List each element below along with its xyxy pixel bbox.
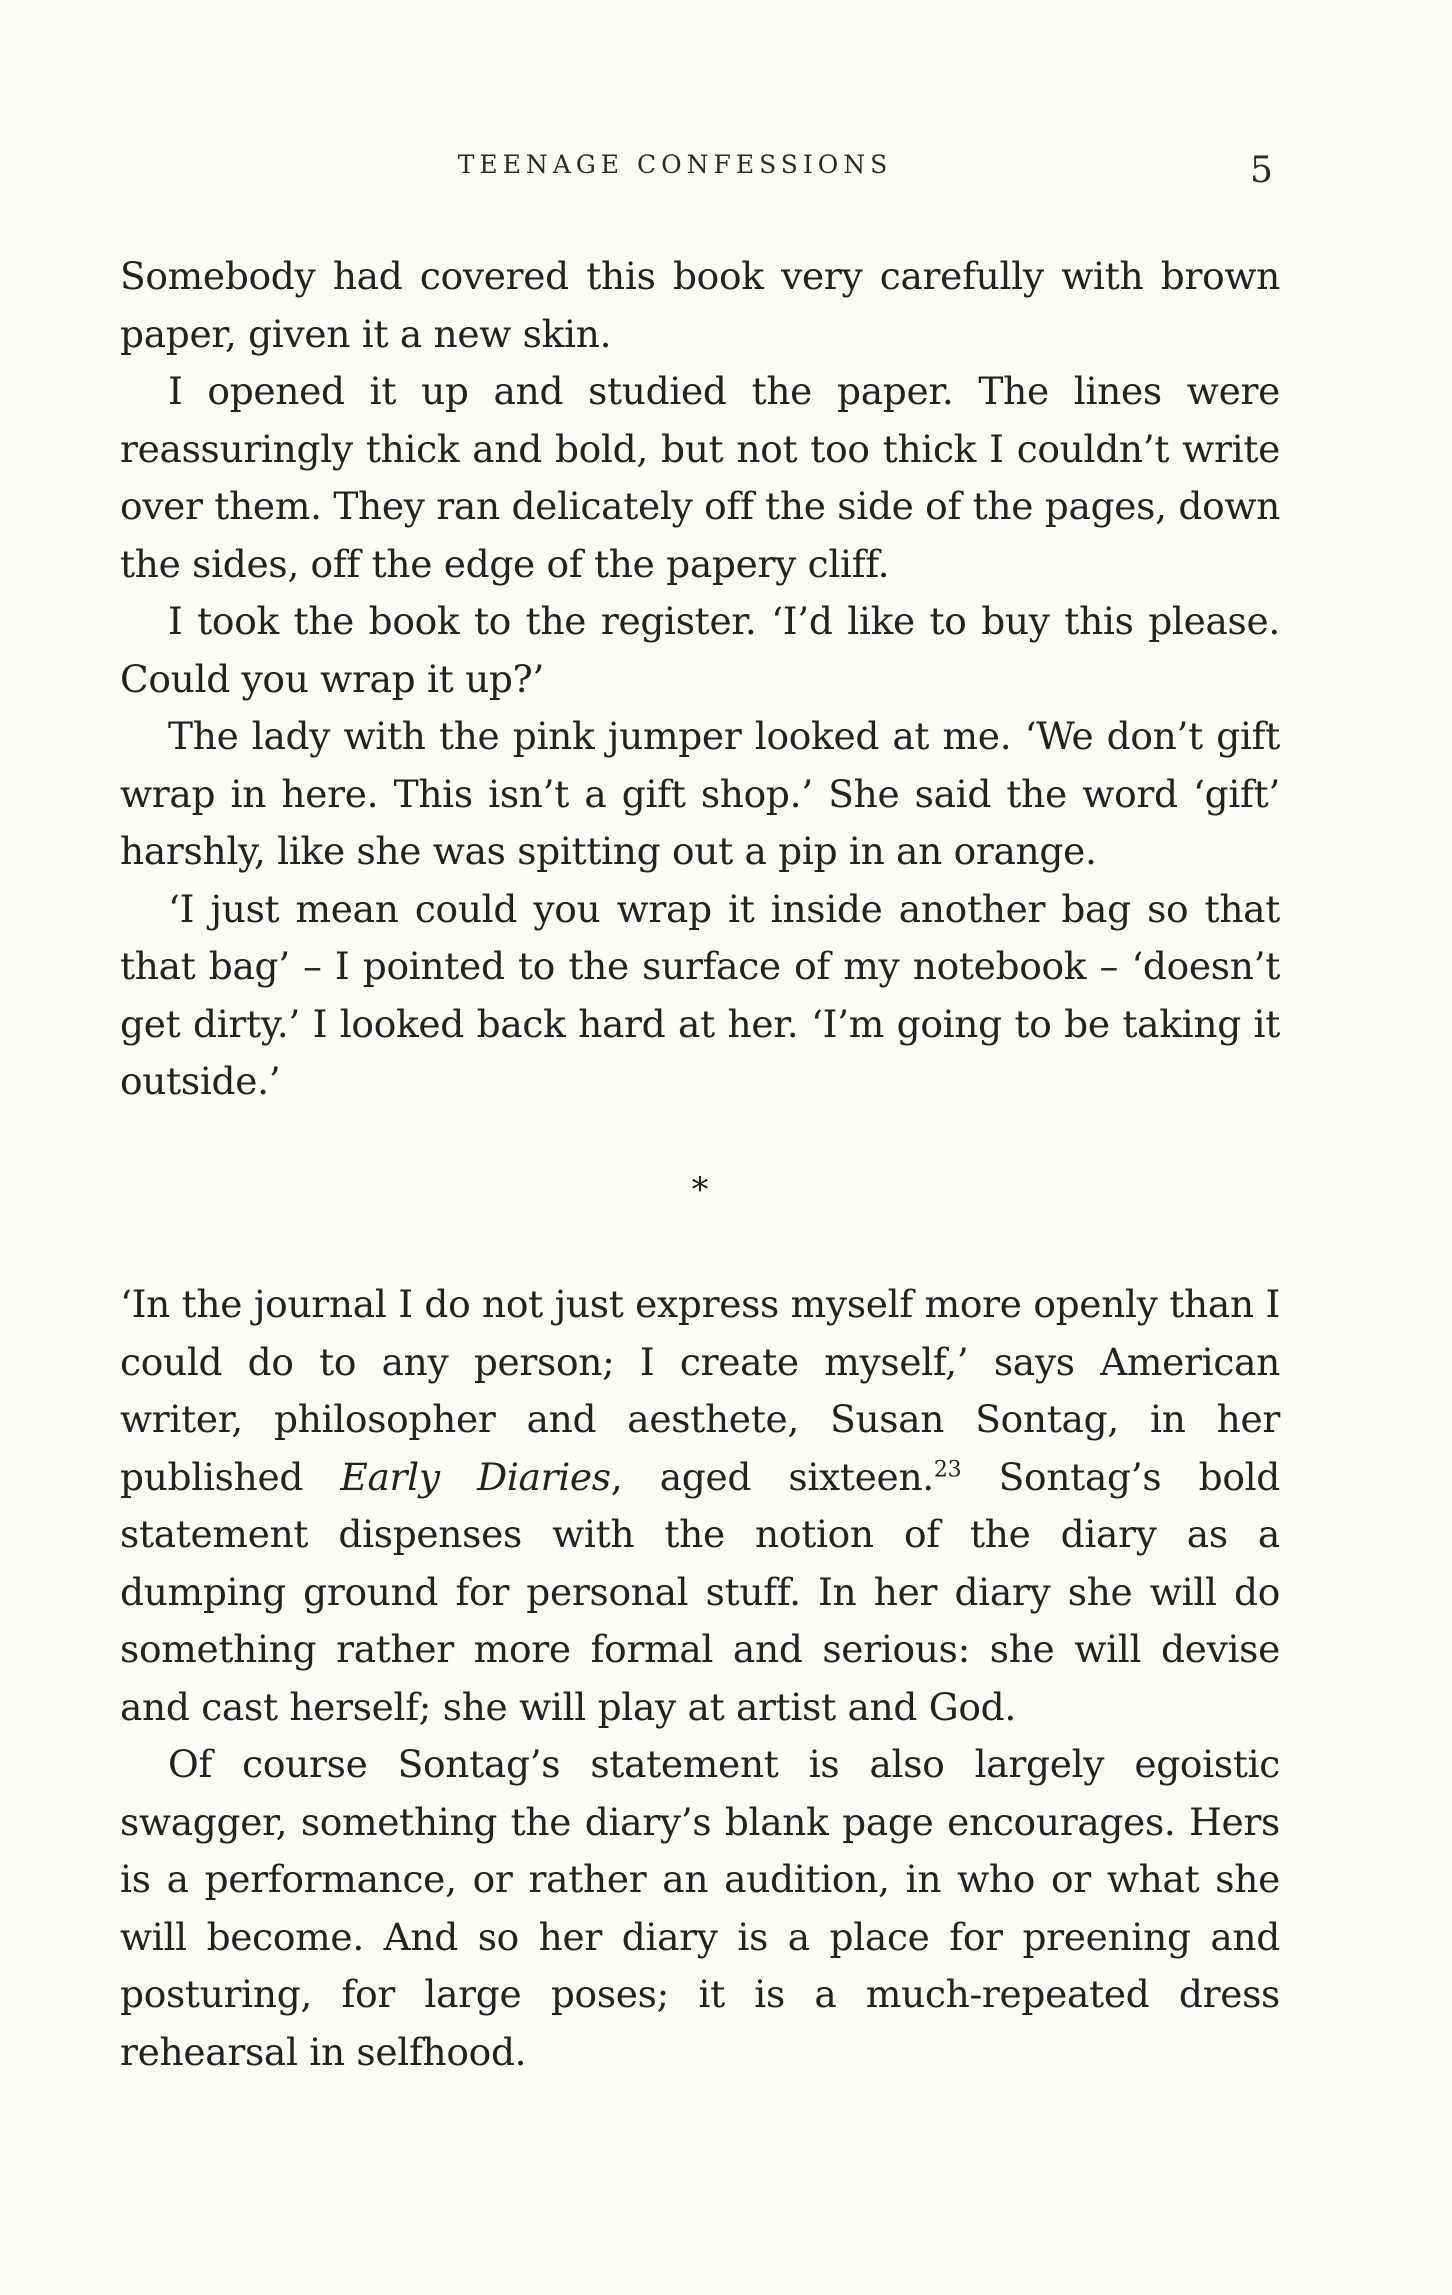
paragraph-6-rest: Sontag’s bold statement dispenses with the notion of the diary as a dumping ground for personal stuff. In her diary she will do something rather more formal and serious: she will devise and cast herself; she will play at artist and God. <box>120 1454 1280 1729</box>
paragraph-2: I opened it up and studied the paper. The lines were reassuringly thick and bold, but not too thick I couldn’t write over them. They ran delicately off the side of the pages, down the sides, off the edge of the papery cliff. <box>120 369 1280 586</box>
paragraph-4: The lady with the pink jumper looked at me. ‘We don’t gift wrap in here. This isn’t a gift shop.’ She said the word ‘gift’ harshly, like she was spitting out a pip in an orange. <box>120 714 1280 873</box>
section-break-asterisk: * <box>691 1170 709 1210</box>
section-two-text <box>120 1276 1280 2081</box>
paragraph-6-age: , aged sixteen. <box>610 1454 934 1499</box>
page-number: 5 <box>1250 150 1273 191</box>
paragraph-6-opening: ‘In the journal I do not just express myself more openly than I could do to any person; I create myself,’ says American writer, philosopher and aesthete, Susan Sontag, in her published <box>120 1282 1280 1499</box>
section-one-text <box>120 248 1280 1111</box>
paragraph-6 <box>120 1276 1280 1736</box>
paragraph-3: I took the book to the register. ‘I’d like to buy this please. Could you wrap it up?’ <box>120 599 1280 701</box>
book-title-early-diaries: Early Diaries <box>340 1454 611 1499</box>
running-head: TEENAGE CONFESSIONS <box>457 150 893 179</box>
paragraph-1: Somebody had covered this book very carefully with brown paper, given it a new skin. <box>120 254 1280 356</box>
footnote-marker: 23 <box>933 1457 962 1482</box>
paragraph-7: Of course Sontag’s statement is also largely egoistic swagger, something the diary’s blank page encourages. Hers is a performance, or rather an audition, in who or what she will become. And so her diary is a place for preening and posturing, for large poses; it is a much-repeated dress rehearsal in selfhood. <box>120 1742 1280 2074</box>
paragraph-5: ‘I just mean could you wrap it inside another bag so that that bag’ – I pointed to the surface of my notebook – ‘doesn’t get dirty.’ I looked back hard at her. ‘I’m going to be taking it outside.’ <box>120 886 1280 1103</box>
